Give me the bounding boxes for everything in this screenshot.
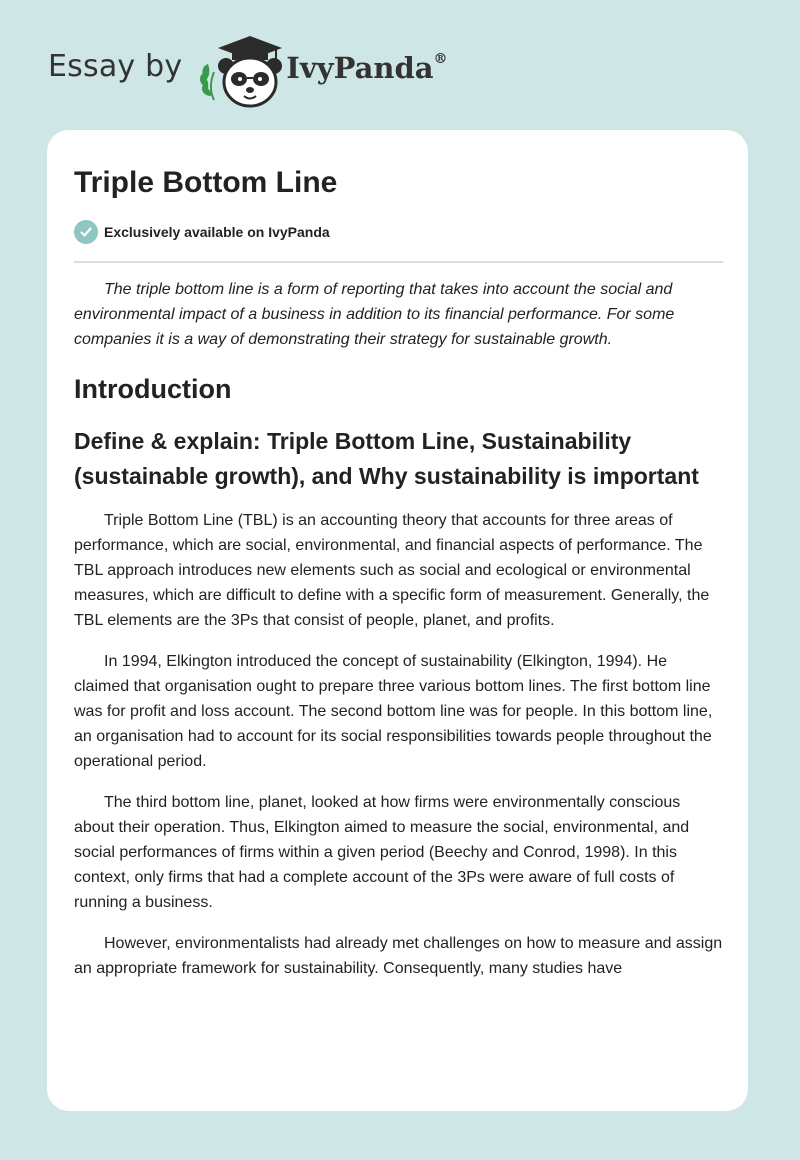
essay-card <box>47 130 748 1111</box>
body-paragraph: Triple Bottom Line (TBL) is an accounting theory that accounts for three areas of performance, which are social, environmental, and financial aspects of performance. The TBL approach introduces new elements such as social and ecological or environmental measures, which are difficult to define with a specific form of measurement. Generally, the TBL elements are the 3Ps that consist of people, planet, and profits. <box>74 512 710 629</box>
registered-mark: ® <box>433 51 448 68</box>
subsection-heading: Define & explain: Triple Bottom Line, Sustainability (sustainable growth), and Why sustainability is important <box>74 428 699 489</box>
panda-logo-icon <box>196 34 282 110</box>
exclusive-badge-label: Exclusively available on IvyPanda <box>104 224 330 240</box>
body-paragraph: However, environmentalists had already met challenges on how to measure and assign an appropriate framework for sustainability. Consequently, many studies have <box>74 935 723 977</box>
brand-prefix: Essay by <box>48 48 183 84</box>
lead-paragraph: The triple bottom line is a form of reporting that takes into account the social and environmental impact of a business in addition to its financial performance. For some companies it is a way of demonstrating their strategy for sustainable growth. <box>74 281 675 348</box>
divider <box>74 261 723 263</box>
exclusive-badge <box>74 220 330 244</box>
section-heading: Introduction <box>74 374 232 404</box>
body-paragraph: In 1994, Elkington introduced the concept of sustainability (Elkington, 1994). He claimed that organisation ought to prepare three various bottom lines. The first bottom line was for profit and loss account. The second bottom line was for people. In this bottom line, an organisation had to account for its social responsibilities towards people throughout the operational period. <box>74 653 713 770</box>
brand-name: IvyPanda® <box>286 51 448 85</box>
brand-header[interactable] <box>48 34 448 110</box>
page-title: Triple Bottom Line <box>74 166 338 199</box>
body-paragraph: The third bottom line, planet, looked at how firms were environmentally conscious about their operation. Thus, Elkington aimed to measure the social, environmental, and social performances of firms within a given period (Beechy and Conrod, 1998). In this context, only firms that had a complete account of the 3Ps were aware of full costs of running a business. <box>74 794 690 911</box>
essay-body <box>74 277 723 997</box>
check-icon <box>74 220 98 244</box>
